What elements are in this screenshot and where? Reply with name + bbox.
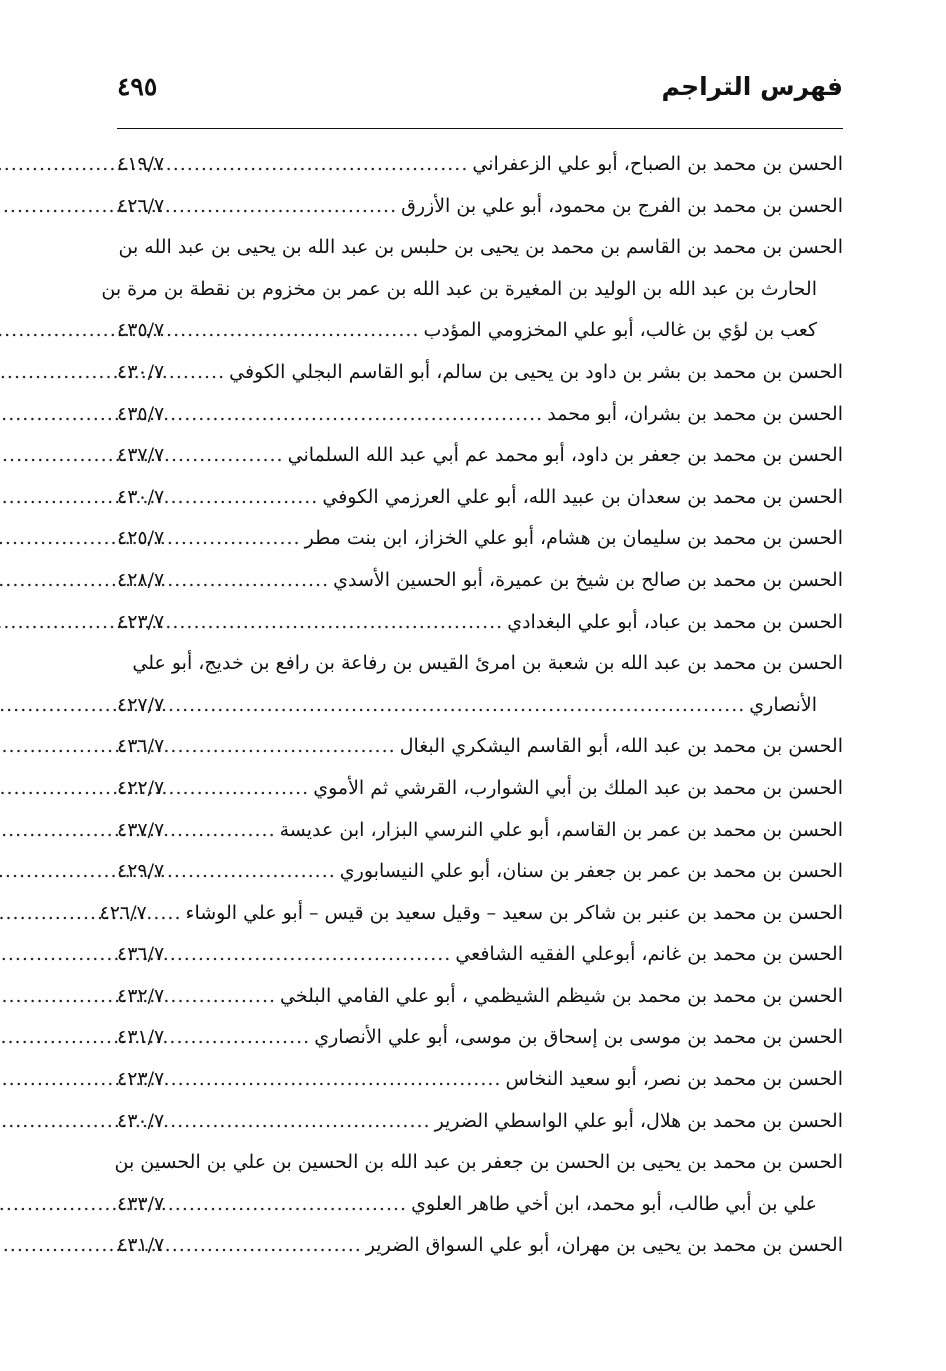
- header-divider: [117, 128, 843, 129]
- entry-name-text: الحسن بن محمد بن عنبر بن شاكر بن سعيد – وقيل سعيد بن قيس – أبو علي الوشاء: [185, 901, 843, 924]
- entry-name-text: كعب بن لؤي بن غالب، أبو علي المخزومي المؤدب: [423, 319, 817, 342]
- index-entry: [117, 851, 843, 893]
- entry-page-reference: ٤٣٦/٧: [117, 735, 165, 758]
- entry-line: [117, 186, 843, 228]
- dot-leader: [162, 893, 182, 935]
- entry-line: [117, 518, 843, 560]
- dot-leader: [179, 768, 309, 810]
- dot-leader: [179, 976, 276, 1018]
- index-entry: [99, 893, 843, 935]
- index-entry: [117, 602, 843, 644]
- entry-name-text: الحارث بن عبد الله بن الوليد بن المغيرة بن عبد الله بن عمر بن مخزوم بن نقطة بن مرة بن: [101, 277, 817, 300]
- dot-leader: [179, 810, 276, 852]
- entry-name-text: الحسن بن محمد بن عمر بن جعفر بن سنان، أبو علي النيسابوري: [339, 860, 843, 883]
- entry-page-reference: ٤٣٠/٧: [117, 1109, 165, 1132]
- entry-name-text: الحسن بن محمد بن صالح بن شيخ بن عميرة، أبو الحسين الأسدي: [333, 568, 843, 591]
- index-entry: [117, 144, 843, 186]
- entry-line: [117, 310, 843, 352]
- entry-name-text: الحسن بن محمد بن غانم، أبوعلي الفقيه الشافعي: [455, 943, 843, 966]
- entry-page-reference: ٤٢٦/٧: [117, 194, 165, 217]
- entry-line: [117, 934, 843, 976]
- entry-line: [117, 851, 843, 893]
- dot-leader: [179, 1184, 407, 1226]
- entry-line: [117, 685, 843, 727]
- entry-line-continued: [101, 269, 843, 311]
- dot-leader: [179, 352, 225, 394]
- dot-leader: [179, 726, 396, 768]
- dot-leader: [179, 560, 329, 602]
- entry-name-text: الحسن بن محمد بن سليمان بن هشام، أبو علي الخزاز، ابن بنت مطر: [304, 527, 843, 550]
- entry-line: [117, 602, 843, 644]
- entry-line: [117, 352, 843, 394]
- dot-leader: [179, 1101, 431, 1143]
- entry-name-text: الحسن بن محمد بن القاسم بن محمد بن يحيى بن حلبس بن عبد الله بن يحيى بن عبد الله بن: [118, 236, 843, 259]
- index-entry: [101, 227, 843, 352]
- entry-name-text: الحسن بن محمد بن سعدان بن عبيد الله، أبو علي العرزمي الكوفي: [322, 485, 843, 508]
- entry-page-reference: ٤٣١/٧: [117, 1234, 165, 1257]
- entry-name-text: الحسن بن محمد بن موسى بن إسحاق بن موسى، أبو علي الأنصاري: [314, 1026, 843, 1049]
- dot-leader: [179, 1017, 310, 1059]
- page-title: فهرس التراجم: [661, 72, 843, 101]
- index-entry: [117, 726, 843, 768]
- entry-line: [117, 768, 843, 810]
- entry-name-text: الحسن بن محمد بن بشران، أبو محمد: [547, 402, 843, 425]
- index-entry: [117, 1101, 843, 1143]
- entry-page-reference: ٤٢٢/٧: [117, 776, 165, 799]
- entry-line: [117, 394, 843, 436]
- entry-name-text: الحسن بن محمد بن عبد الملك بن أبي الشوارب، القرشي ثم الأموي: [313, 776, 843, 799]
- dot-leader: [179, 934, 451, 976]
- entry-name-text: الأنصاري: [749, 693, 817, 716]
- entry-page-reference: ٤٣٧/٧: [117, 444, 165, 467]
- entry-line: [117, 810, 843, 852]
- index-entry: [117, 435, 843, 477]
- entry-page-reference: ٤٢٨/٧: [117, 568, 165, 591]
- dot-leader: [179, 394, 543, 436]
- index-entry: [117, 186, 843, 228]
- index-entry: [117, 1017, 843, 1059]
- entry-page-reference: ٤٣٠/٧: [117, 485, 165, 508]
- entry-name-text: الحسن بن محمد بن هلال، أبو علي الواسطي الضرير: [434, 1109, 843, 1132]
- dot-leader: [179, 144, 468, 186]
- entry-page-reference: ٤٣٦/٧: [117, 943, 165, 966]
- entry-name-text: الحسن بن محمد بن عبد الله، أبو القاسم اليشكري البغال: [399, 735, 843, 758]
- index-entry: [117, 934, 843, 976]
- entry-line-continued: [117, 227, 843, 269]
- entry-page-reference: ٤٢٥/٧: [117, 527, 165, 550]
- dot-leader: [179, 851, 336, 893]
- entry-line: [117, 435, 843, 477]
- entry-page-reference: ٤٣٧/٧: [117, 818, 165, 841]
- entry-name-text: الحسن بن محمد بن يحيى بن الحسن بن جعفر بن عبد الله بن الحسين بن علي بن الحسين بن: [114, 1151, 843, 1174]
- dot-leader: [179, 186, 397, 228]
- entry-page-reference: ٤٢٣/٧: [117, 1068, 165, 1091]
- index-entry: [117, 643, 843, 726]
- entry-line-continued: [117, 643, 843, 685]
- page-number: ٤٩٥: [117, 72, 158, 101]
- entry-line: [117, 144, 843, 186]
- entry-name-text: الحسن بن محمد بن يحيى بن مهران، أبو علي السواق الضرير: [365, 1234, 843, 1257]
- entry-page-reference: ٤٢٦/٧: [99, 901, 147, 924]
- index-entry: [117, 976, 843, 1018]
- entry-line: [117, 560, 843, 602]
- index-entry: [117, 1225, 843, 1267]
- entry-name-text: الحسن بن محمد بن محمد بن شيظم الشيظمي ، أبو علي الفامي البلخي: [280, 984, 843, 1007]
- dot-leader: [179, 602, 503, 644]
- index-entry-list: [99, 144, 843, 1267]
- entry-name-text: الحسن بن محمد بن عباد، أبو علي البغدادي: [507, 610, 843, 633]
- entry-line: [117, 976, 843, 1018]
- entry-name-text: الحسن بن محمد بن نصر، أبو سعيد النخاس: [505, 1068, 843, 1091]
- entry-line: [117, 726, 843, 768]
- entry-page-reference: ٤٢٧/٧: [117, 693, 165, 716]
- dot-leader: [179, 1225, 362, 1267]
- entry-line: [99, 893, 843, 935]
- dot-leader: [179, 477, 318, 519]
- entry-line: [117, 1101, 843, 1143]
- dot-leader: [179, 310, 419, 352]
- entry-page-reference: ٤١٩/٧: [117, 153, 165, 175]
- entry-page-reference: ٤٣٢/٧: [117, 984, 165, 1007]
- entry-name-text: الحسن بن محمد بن الصباح، أبو علي الزعفراني: [472, 153, 843, 175]
- entry-line: [117, 1017, 843, 1059]
- entry-name-text: الحسن بن محمد بن جعفر بن داود، أبو محمد عم أبي عبد الله السلماني: [287, 444, 843, 467]
- dot-leader: [179, 1059, 501, 1101]
- entry-page-reference: ٤٣٥/٧: [117, 402, 165, 425]
- entry-page-reference: ٤٢٣/٧: [117, 610, 165, 633]
- entry-name-text: الحسن بن محمد بن الفرج بن محمود، أبو علي بن الأزرق: [401, 194, 843, 217]
- index-entry: [114, 1142, 843, 1225]
- index-entry: [117, 394, 843, 436]
- entry-line-continued: [114, 1142, 843, 1184]
- page-header: [117, 72, 843, 122]
- entry-name-text: الحسن بن محمد بن عمر بن القاسم، أبو علي النرسي البزار، ابن عديسة: [279, 818, 843, 841]
- index-entry: [117, 477, 843, 519]
- entry-line: [117, 477, 843, 519]
- dot-leader: [179, 435, 284, 477]
- index-entry: [117, 768, 843, 810]
- entry-line: [117, 1184, 843, 1226]
- dot-leader: [179, 685, 745, 727]
- entry-name-text: علي بن أبي طالب، أبو محمد، ابن أخي طاهر العلوي: [411, 1192, 817, 1215]
- entry-line: [117, 1225, 843, 1267]
- index-entry: [117, 518, 843, 560]
- index-entry: [117, 560, 843, 602]
- entry-name-text: الحسن بن محمد بن عبد الله بن شعبة بن امرئ القيس بن رفاعة بن رافع بن خديج، أبو علي: [132, 652, 843, 675]
- index-entry: [117, 1059, 843, 1101]
- dot-leader: [179, 518, 301, 560]
- index-entry: [117, 352, 843, 394]
- index-entry: [117, 810, 843, 852]
- entry-line: [117, 1059, 843, 1101]
- entry-page-reference: ٤٣٣/٧: [117, 1192, 165, 1215]
- entry-page-reference: ٤٣١/٧: [117, 1026, 165, 1049]
- entry-page-reference: ٤٣٠/٧: [117, 360, 165, 383]
- entry-name-text: الحسن بن محمد بن بشر بن داود بن يحيى بن سالم، أبو القاسم البجلي الكوفي: [229, 360, 843, 383]
- entry-page-reference: ٤٣٥/٧: [117, 319, 165, 342]
- entry-page-reference: ٤٢٩/٧: [117, 860, 165, 883]
